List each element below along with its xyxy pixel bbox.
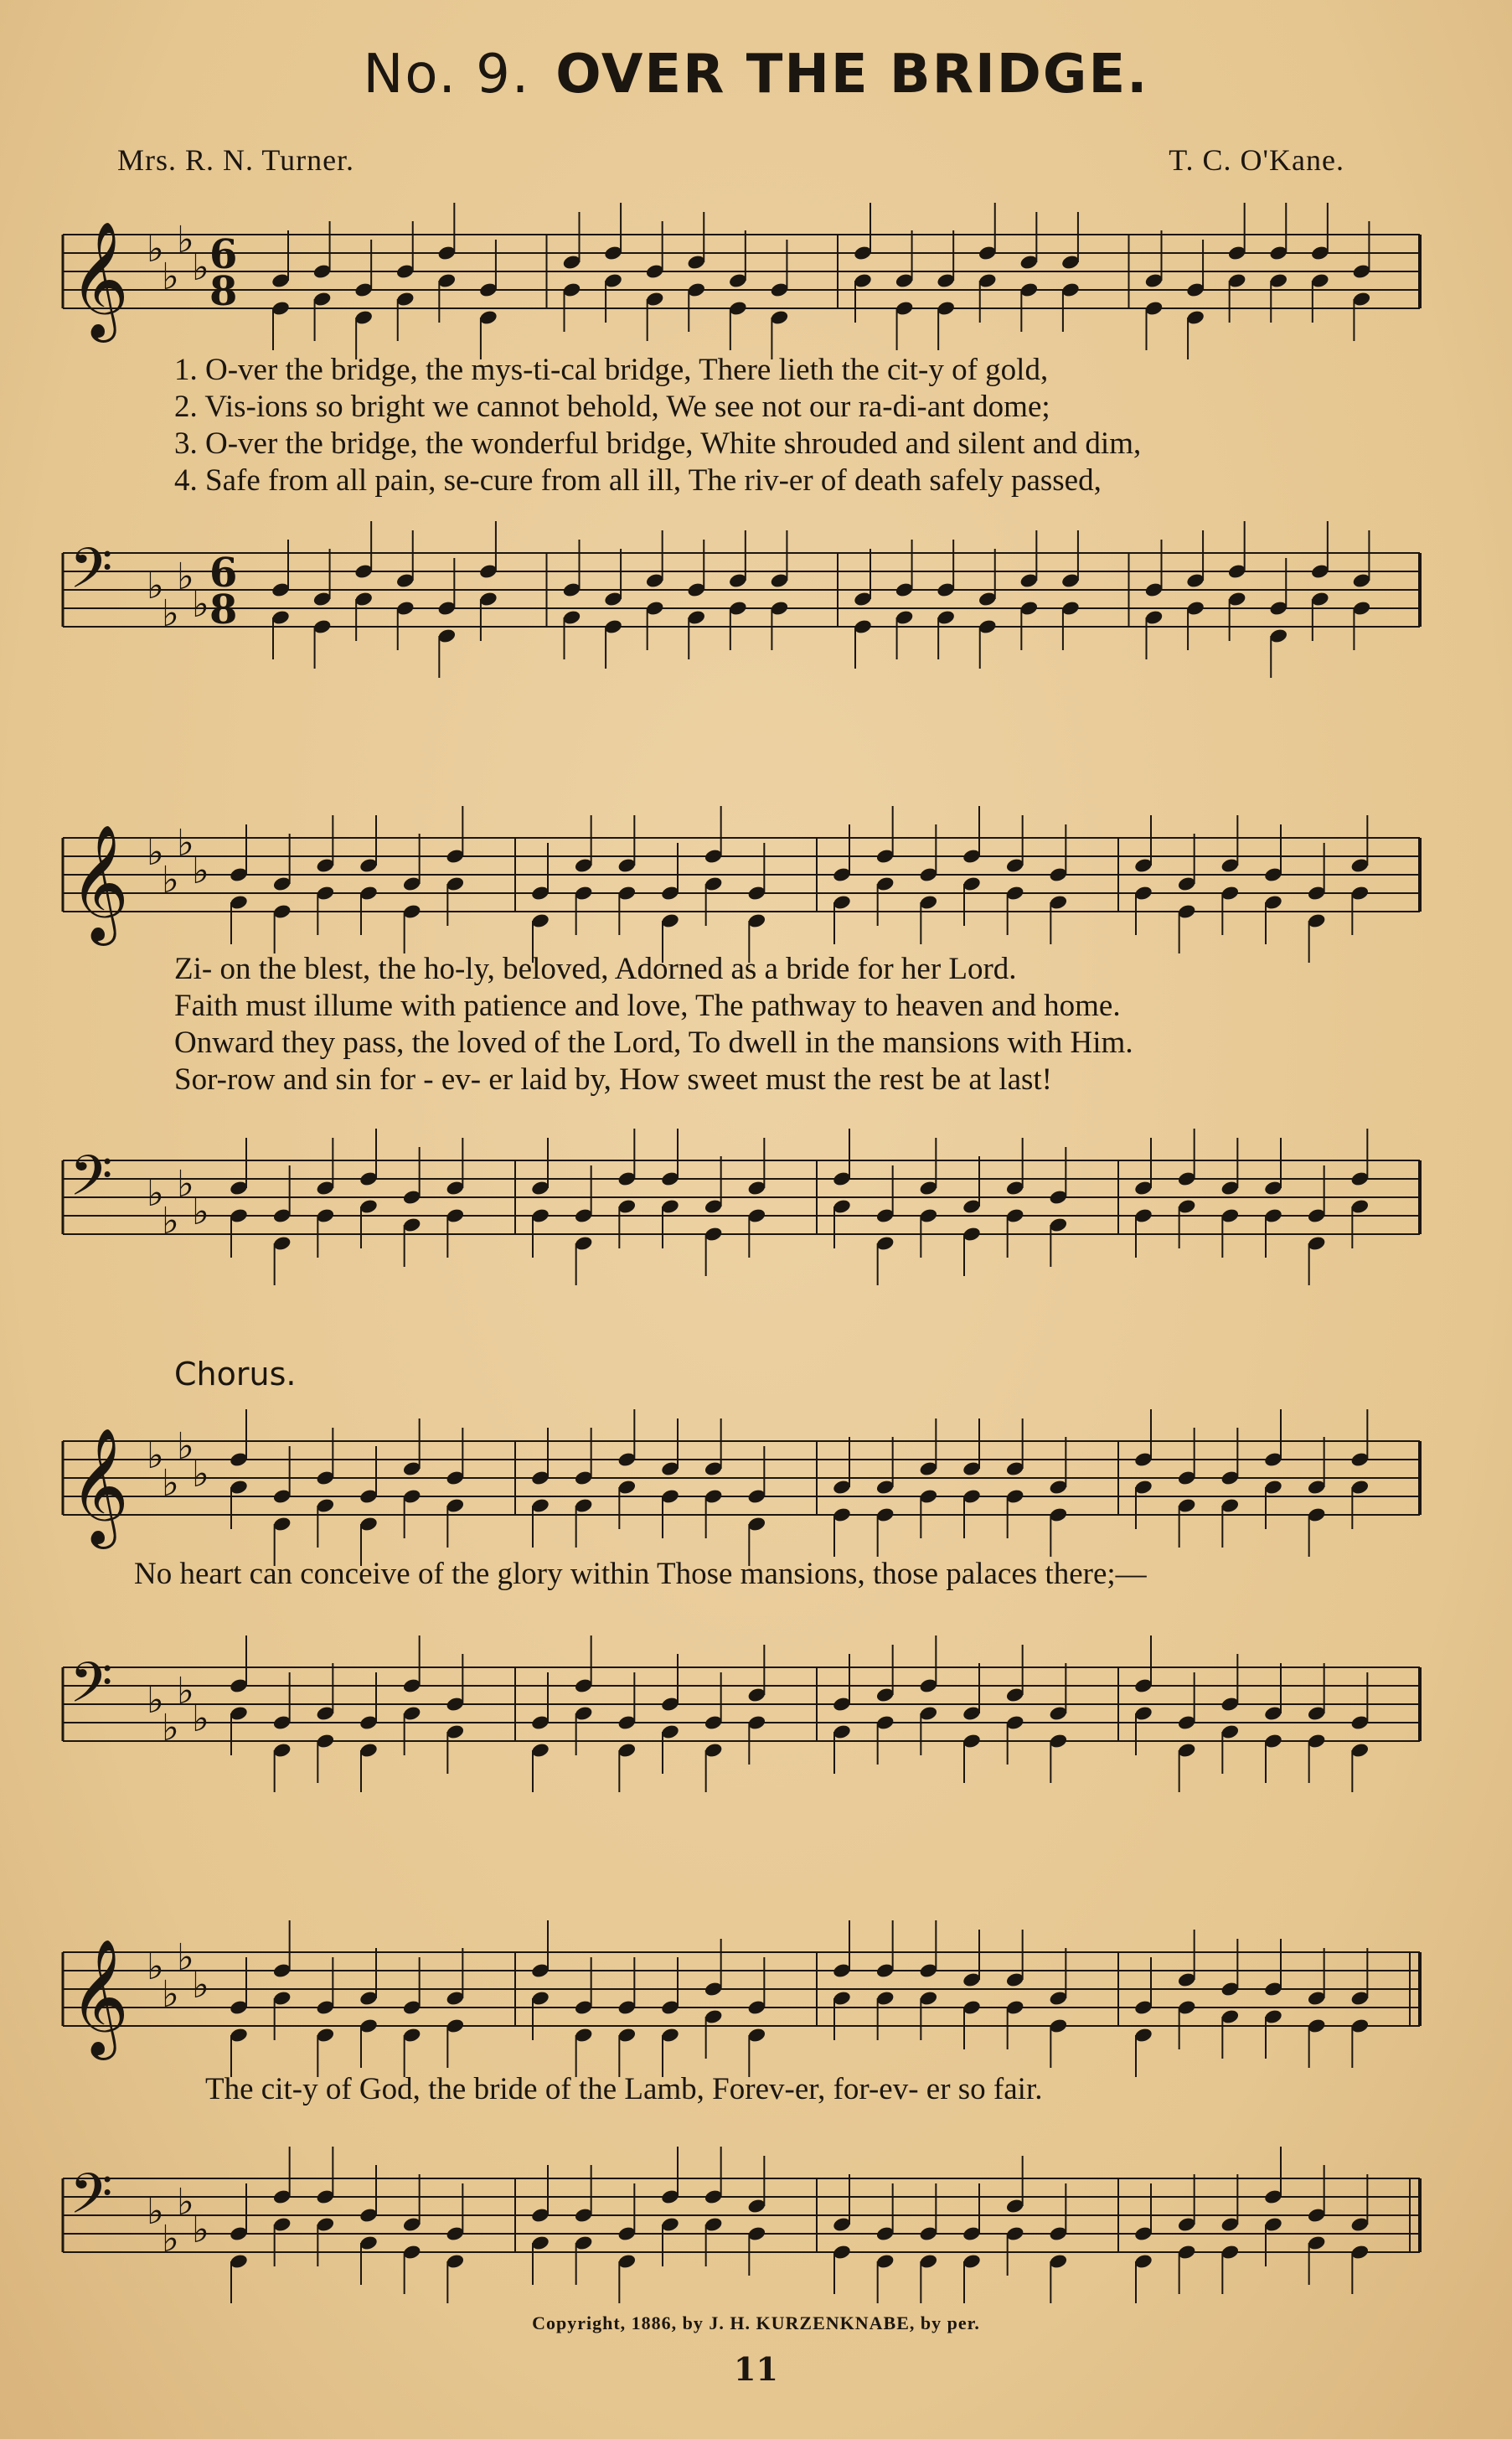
flat-sign-icon: ♭ xyxy=(192,1697,209,1740)
lyricist-credit: Mrs. R. N. Turner. xyxy=(117,143,355,177)
flat-sign-icon: ♭ xyxy=(147,1679,164,1722)
treble-clef-icon: 𝄞 xyxy=(70,221,129,338)
hymn-number: No. 9. xyxy=(363,44,531,106)
flat-sign-icon: ♭ xyxy=(192,1964,209,2007)
time-signature-denominator: 8 xyxy=(209,268,238,315)
verse-line: 1. O-ver the bridge, the mys-ti-cal bridge, There lieth the cit-y of gold, xyxy=(174,353,1049,387)
flat-sign-icon: ♭ xyxy=(147,1172,164,1215)
time-signature-denominator: 8 xyxy=(209,586,238,633)
treble-staff-3 xyxy=(46,1408,1432,1550)
flat-sign-icon: ♭ xyxy=(177,1936,194,1979)
treble-staff-1 xyxy=(46,201,1432,344)
flat-sign-icon: ♭ xyxy=(177,219,194,261)
flat-sign-icon: ♭ xyxy=(162,859,179,902)
flat-sign-icon: ♭ xyxy=(147,228,164,271)
bass-clef-icon: 𝄢 xyxy=(70,536,113,614)
bass-clef-icon: 𝄢 xyxy=(70,1651,113,1728)
verse-line: Onward they pass, the loved of the Lord, To dwell in the mansions with Him. xyxy=(174,1026,1133,1060)
time-signature-numerator: 6 xyxy=(209,550,238,597)
bass-staff-3 xyxy=(46,1634,1432,1776)
copyright-notice: Copyright, 1886, by J. H. KURZENKNABE, by per. xyxy=(532,2312,980,2333)
flat-sign-icon: ♭ xyxy=(162,1973,179,2016)
verse-line: Faith must illume with patience and love, The pathway to heaven and home. xyxy=(174,989,1121,1023)
flat-sign-icon: ♭ xyxy=(192,2209,209,2251)
treble-clef-icon: 𝄞 xyxy=(70,824,129,941)
verse-lyrics-part-1 xyxy=(174,352,1141,499)
hymn-name: OVER THE BRIDGE. xyxy=(555,44,1149,106)
flat-sign-icon: ♭ xyxy=(147,831,164,874)
flat-sign-icon: ♭ xyxy=(192,583,209,626)
bass-clef-icon: 𝄢 xyxy=(70,1144,113,1222)
treble-clef-icon: 𝄞 xyxy=(70,1939,129,2055)
treble-clef-icon: 𝄞 xyxy=(70,1428,129,1544)
treble-staff-2 xyxy=(46,804,1432,947)
verse-line: Sor-row and sin for - ev- er laid by, How sweet must the rest be at last! xyxy=(174,1062,1052,1097)
chorus-lyrics-1: No heart can conceive of the glory within Those mansions, those palaces there;— xyxy=(134,1557,1147,1591)
flat-sign-icon: ♭ xyxy=(147,1434,164,1477)
verse-line: Zi- on the blest, the ho-ly, beloved, Adorned as a bride for her Lord. xyxy=(174,952,1017,986)
composer-credit: T. C. O'Kane. xyxy=(1169,143,1344,177)
flat-sign-icon: ♭ xyxy=(192,1191,209,1233)
flat-sign-icon: ♭ xyxy=(162,1462,179,1505)
chorus-label: Chorus. xyxy=(174,1356,297,1393)
flat-sign-icon: ♭ xyxy=(177,555,194,598)
flat-sign-icon: ♭ xyxy=(177,2181,194,2224)
flat-sign-icon: ♭ xyxy=(192,850,209,892)
flat-sign-icon: ♭ xyxy=(162,256,179,298)
flat-sign-icon: ♭ xyxy=(192,246,209,289)
treble-staff-4 xyxy=(46,1919,1432,2061)
verse-line: 2. Vis-ions so bright we cannot behold, We see not our ra-di-ant dome; xyxy=(174,390,1050,424)
flat-sign-icon: ♭ xyxy=(177,1163,194,1206)
bass-staff-1 xyxy=(46,519,1432,662)
bass-staff-2 xyxy=(46,1127,1432,1269)
flat-sign-icon: ♭ xyxy=(177,1425,194,1468)
verse-line: 4. Safe from all pain, se-cure from all ill, The riv-er of death safely passed, xyxy=(174,463,1102,498)
flat-sign-icon: ♭ xyxy=(192,1453,209,1496)
bass-staff-4 xyxy=(46,2145,1432,2287)
flat-sign-icon: ♭ xyxy=(177,822,194,865)
verse-line: 3. O-ver the bridge, the wonderful bridge, White shrouded and silent and dim, xyxy=(174,426,1142,461)
flat-sign-icon: ♭ xyxy=(162,1707,179,1749)
verse-lyrics-part-2 xyxy=(174,951,1133,1098)
time-signature-numerator: 6 xyxy=(209,231,238,278)
flat-sign-icon: ♭ xyxy=(147,1946,164,1988)
flat-sign-icon: ♭ xyxy=(147,565,164,607)
flat-sign-icon: ♭ xyxy=(177,1670,194,1713)
bass-clef-icon: 𝄢 xyxy=(70,2162,113,2240)
flat-sign-icon: ♭ xyxy=(147,2190,164,2233)
hymn-title xyxy=(0,44,1512,106)
flat-sign-icon: ♭ xyxy=(162,2218,179,2261)
page-number: 11 xyxy=(734,2350,778,2388)
chorus-lyrics-2: The cit-y of God, the bride of the Lamb, Forev-er, for-ev- er so fair. xyxy=(205,2072,1043,2106)
flat-sign-icon: ♭ xyxy=(162,1200,179,1243)
flat-sign-icon: ♭ xyxy=(162,592,179,635)
